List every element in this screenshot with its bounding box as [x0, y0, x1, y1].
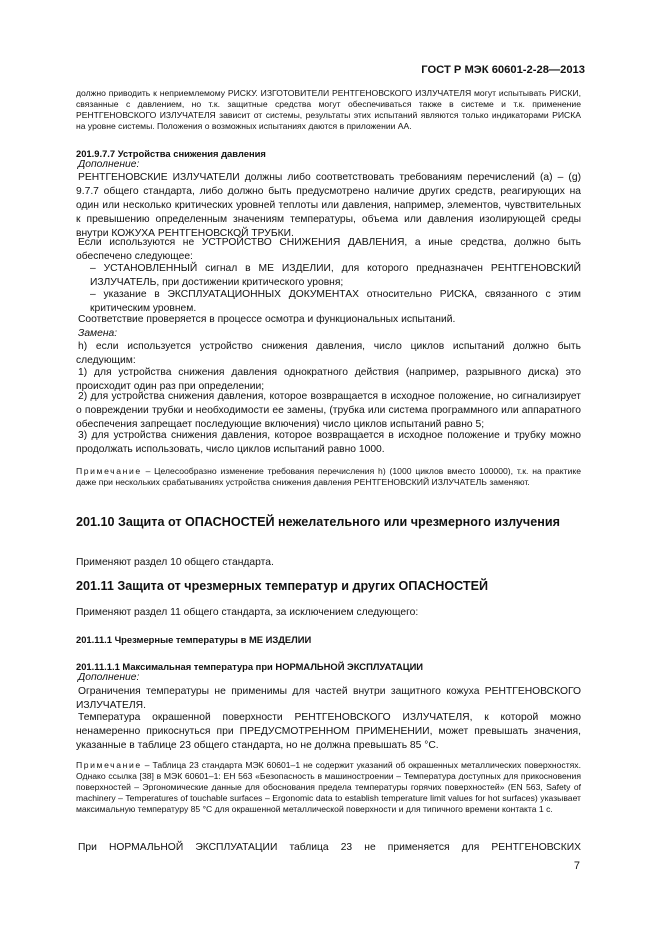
- note-label: Примечание: [76, 466, 142, 476]
- note: [76, 760, 581, 815]
- section-heading-201-9-7-7: 201.9.7.7 Устройства снижения давления: [76, 148, 266, 159]
- intro-paragraph: должно приводить к неприемлемому РИСКУ. ИЗГОТОВИТЕЛИ РЕНТГЕНОВСКОГО ИЗЛУЧАТЕЛЯ могут испытывать РИСКИ, связанные с давлением, но т.к. защитные средства могут обеспечиваться также в системе и т.к. применение РЕНТГЕНОВСКОГО ИЗЛУЧАТЕЛЯ зависит от системы, результаты этих испытаний являются только индикаторами РИСКА на уровне системы. Положения о возможных испытаниях даются в приложении АА.: [76, 88, 581, 131]
- addition-label: Дополнение:: [78, 672, 140, 683]
- page-number: 7: [573, 860, 580, 872]
- paragraph: 3) для устройства снижения давления, которое возвращается в исходное положение и трубку можно продолжать использовать, число циклов испытаний равно 1000.: [76, 430, 581, 455]
- paragraph: Температура окрашенной поверхности РЕНТГЕНОВСКОГО ИЗЛУЧАТЕЛЯ, к которой можно ненамеренно прикоснуться при ПРЕДУСМОТРЕННОМ ПРИМЕНЕНИИ, может превышать значения, указанные в таблице 23 общего стандарта, но не должна превышать 85 °С.: [76, 712, 581, 751]
- list-item: – УСТАНОВЛЕННЫЙ сигнал в МЕ ИЗДЕЛИИ, для которого предназначен РЕНТГЕНОВСКИЙ ИЗЛУЧАТЕЛЬ, при достижении критического уровня;: [90, 263, 581, 288]
- document-header: ГОСТ Р МЭК 60601-2-28—2013: [421, 64, 585, 76]
- paragraph: 1) для устройства снижения давления однократного действия (например, разрывного диска) это происходит один раз при определении;: [76, 367, 581, 392]
- note-text: – Таблица 23 стандарта МЭК 60601–1 не содержит указаний об окрашенных металлических поверхностях. Однако ссылка [38] в МЭК 60601–1: EH 563 «Безопасность в машиностроении – Температура доступных для прикосновения поверхностей – Эргономические данные для обоснования предела температуры горячих поверхностей» (EN 563, Safety of machinery – Temperatures of touchable surfaces – Ergonomic data to establish temperature limit values for hot surfaces) указывает максимальную температуру 85 °С для окрашенной металлической поверхности и для типичного времени контакта 1 с.: [76, 760, 581, 814]
- section-heading-201-11: 201.11 Защита от чрезмерных температур и других ОПАСНОСТЕЙ: [76, 579, 489, 593]
- paragraph: h) если используется устройство снижения давления, число циклов испытаний должно быть следующим:: [76, 341, 581, 366]
- paragraph: Применяют раздел 11 общего стандарта, за исключением следующего:: [76, 607, 419, 618]
- note: [76, 466, 581, 488]
- addition-label: Дополнение:: [78, 159, 140, 170]
- paragraph: Ограничения температуры не применимы для частей внутри защитного кожуха РЕНТГЕНОВСКОГО ИЗЛУЧАТЕЛЯ.: [76, 686, 581, 711]
- paragraph: РЕНТГЕНОВСКИЕ ИЗЛУЧАТЕЛИ должны либо соответствовать требованиям перечислений (а) – (g) 9.7.7 общего стандарта, либо должно быть предусмотрено наличие других средств, реагирующих на один или несколько критических уровней теплоты или давления, например, элементов, чувствительных к превышению определенным значениям температуры, объема или давления изолирующей среды внутри КОЖУХА РЕНТГЕНОВСКОЙ ТРУБКИ.: [76, 172, 581, 239]
- paragraph: Если используются не УСТРОЙСТВО СНИЖЕНИЯ ДАВЛЕНИЯ, а иные средства, должно быть обеспечено следующее:: [76, 237, 581, 262]
- paragraph: При НОРМАЛЬНОЙ ЭКСПЛУАТАЦИИ таблица 23 не применяется для РЕНТГЕНОВСКИХ: [78, 842, 581, 853]
- paragraph: Применяют раздел 10 общего стандарта.: [76, 557, 274, 568]
- list-item: – указание в ЭКСПЛУАТАЦИОННЫХ ДОКУМЕНТАХ относительно РИСКА, связанного с этим критическим уровнем.: [90, 289, 581, 314]
- replacement-label: Замена:: [78, 328, 118, 339]
- section-heading-201-11-1-1: 201.11.1.1 Максимальная температура при НОРМАЛЬНОЙ ЭКСПЛУАТАЦИИ: [76, 661, 424, 672]
- paragraph: 2) для устройства снижения давления, которое возвращается в исходное положение, но сигнализирует о повреждении трубки и необходимости ее замены, (трубка или система программного или аппаратного обеспечения запрещает последующие включения) число циклов испытаний равно 5;: [76, 391, 581, 430]
- section-heading-201-11-1: 201.11.1 Чрезмерные температуры в МЕ ИЗДЕЛИИ: [76, 634, 312, 645]
- compliance-text: Соответствие проверяется в процессе осмотра и функциональных испытаний.: [78, 314, 456, 325]
- note-text: – Целесообразно изменение требования перечисления h) (1000 циклов вместо 100000), т.к. на практике даже при нескольких срабатываниях устройства снижения давления РЕНТГЕНОВСКИЙ ИЗЛУЧАТЕЛЬ заменяют.: [76, 466, 581, 487]
- note-label: Примечание: [76, 760, 142, 770]
- section-heading-201-10: 201.10 Защита от ОПАСНОСТЕЙ нежелательного или чрезмерного излучения: [76, 515, 560, 529]
